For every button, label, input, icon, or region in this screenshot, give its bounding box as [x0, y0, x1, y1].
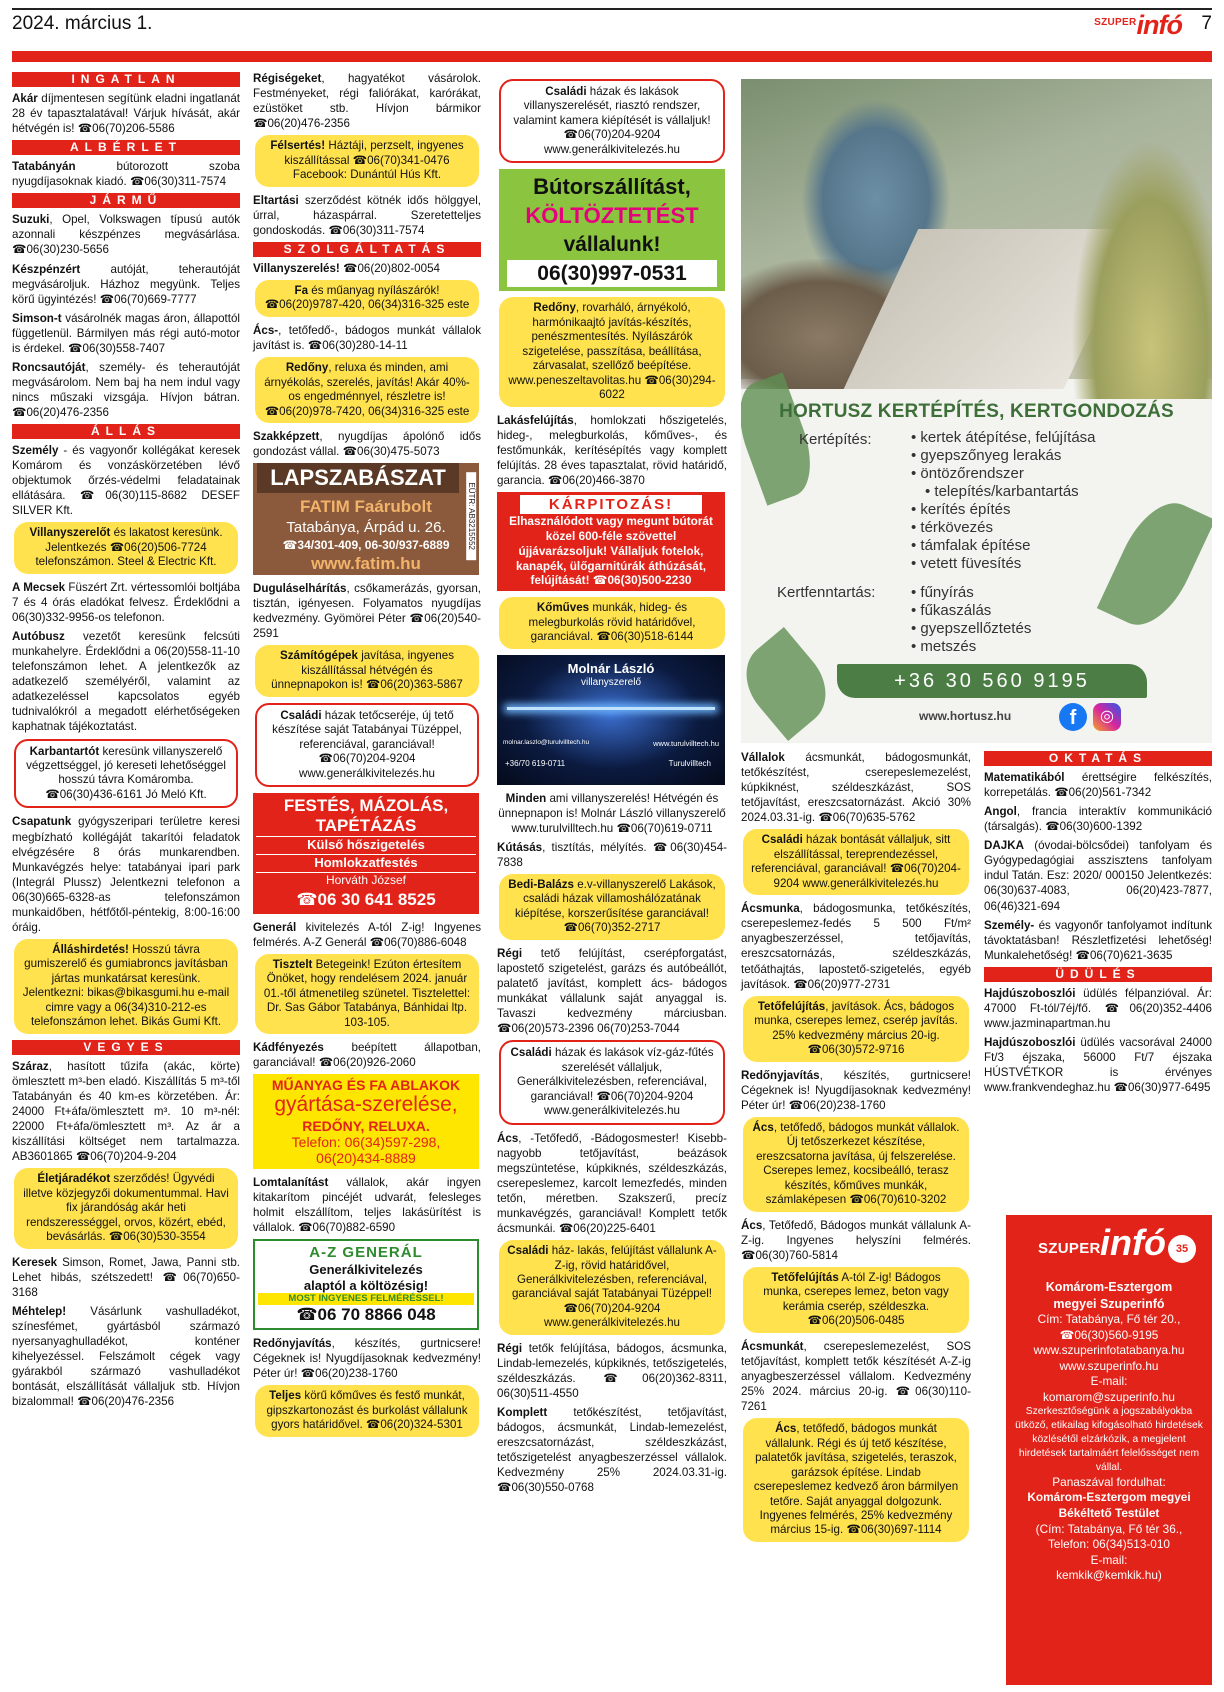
issue-date: 2024. március 1.: [12, 13, 153, 34]
szuperinfo-logo: SZUPER infó 35: [1010, 1221, 1208, 1279]
classified-ad: Villanyszerelés! ☎06(20)802-0054: [253, 261, 440, 275]
hortusz-garden-ad: [741, 79, 1212, 743]
section-szolgaltatas: SZOLGÁLTATÁS: [253, 242, 481, 257]
classified-ad: Ács-, tetőfedő-, bádogos munkát vállalok javítást is. ☎06(30)280-14-11: [253, 323, 481, 352]
page-header: [12, 10, 1212, 40]
classified-ad: Duguláselhárítás, csőkamerázás, gyorsan, tisztán, igényesen. Folyamatos nyugdíjas kedvezmény. Gyömörei Péter ☎06(20)540-2591: [253, 582, 481, 641]
classified-ad: Személy - és vagyonőr kollégákat keresek Komárom és vonzáskörzetében lévő objektumok őrzés-védelmi feladatainak ellátására. ☎06(30)115-8682 DESEF SILVER Kft.: [12, 444, 240, 518]
garden-title: HORTUSZ KERTÉPÍTÉS, KERTGONDOZÁS: [779, 401, 1174, 422]
service-item: • kertek átépítése, felújítása: [911, 429, 1096, 447]
column-1: [12, 71, 240, 1413]
kertepites-list: [911, 429, 1096, 573]
highlighted-ad: Tetőfelújítás, javítások. Ács, bádogos munka, cserepes lemez, cserép javítás. 25% kedvezmény március 20-ig. ☎06(30)572-9716: [743, 996, 969, 1062]
boxed-ad: Családi házak és lakások villanyszerelését, riasztó rendszer, valamint kamera kiépítését is vállaljuk! ☎06(70)204-9204 www.generálkivitelezés.hu: [499, 79, 725, 163]
column-2: [253, 71, 481, 1443]
highlighted-ad: Családi házak bontását vállaljuk, sitt elszállítással, tereprendezéssel, referenciával, garanciával! ☎06(70)204-9204 www.generálkivitelezés.hu: [743, 829, 969, 895]
header-red-bar: [12, 51, 1212, 62]
classified-ad: Autóbusz vezetőt keresünk felcsúti munkahelyre. Érdeklődni a 06(20)558-11-10 telefonszámon lehet. A jelentkezők az adatkezelő személyéről, valamint az adatkezeléssel kapcsolatos egyéb tudnivalókról a megadott elérhetőségeken kaphatnak tájékoztatást.: [12, 630, 240, 734]
classified-ad: Akár díjmentesen segítünk eladni ingatlanát 28 év tapasztalatával! Várjuk hívását, akár hétvégén is! ☎06(70)206-5586: [12, 92, 240, 136]
highlighted-ad: Számítógépek javítása, ingyenes kiszállítással hétvégén és ünnepnapokon is! ☎06(20)363-5867: [255, 645, 479, 696]
classified-ad: Minden ami villanyszerelés! Hétvégén és ünnepnapon is! Molnár László villanyszerelő www.turulvilltech.hu ☎06(70)619-0711: [498, 791, 726, 835]
kertepites-label: Kertépítés:: [799, 431, 872, 448]
classified-ad: Keresek Simson, Romet, Jawa, Panni stb. Lehet hibás, szétszedett! ☎06(70)650-3168: [12, 1255, 240, 1299]
highlighted-ad: Kőműves munkák, hideg- és melegburkolás rövid határidővel, garanciával. ☎06(30)518-6144: [499, 597, 725, 648]
boxed-ad: Családi házak és lakások víz-gáz-fűtés szerelését vállaljuk, Generálkivitelezésben, referenciával, garanciával! ☎06(70)204-9204 www.generálkivitelezés.hu: [499, 1040, 725, 1124]
publisher-info-box: SZUPER infó 35 Komárom-Esztergom megyei Szuperinfó Cím: Tatabánya, Fő tér 20., ☎06(30)560-9195 www.szuperinfotatabanya.hu www.szuperinfo.hu E-mail: komarom@szuperinfo.hu Szerkesztőségünk a jogszabályokba ütköző, etikailag kifogásolható hirdetések közlésétől elzárkózik, a megjelent hirdetések tartalmáért felelősséget nem vállal. Panaszával fordulhat: Komárom-Esztergom megyei Békéltető Testület (Cím: Tatabánya, Fő tér 36., Telefon: 06(34)513-010 E-mail: kemkik@kemkik.hu): [1006, 1215, 1212, 1685]
highlighted-ad: Életjáradékot szerződés! Ügyvédi illetve közjegyzői dokumentummal. Havi fix járandóság akár heti rendszerességgel, orvos, közért, ebéd, bevásárlás. ☎06(30)530-3554: [14, 1168, 238, 1248]
email-link[interactable]: komarom@szuperinfo.hu: [1043, 1389, 1175, 1404]
festes-banner: FESTÉS, MÁZOLÁS, TAPÉTÁZÁS Külső hőszigetelés Homlokzatfestés Horváth József ☎06 30 641 8525: [253, 793, 479, 913]
classified-ad: Kútásás, tisztítás, mélyítés. ☎06(30)454-7838: [497, 840, 727, 869]
service-item: • fűnyírás: [911, 584, 1031, 602]
classified-ad: Generál kivitelezés A-tól Z-ig! Ingyenes felmérés. A-Z Generál ☎06(70)886-6048: [253, 920, 481, 949]
highlighted-ad: Családi ház- lakás, felújítást vállalunk A-Z-ig, rövid határidővel, Generálkivitelezésben, referenciával, garanciával saját Tatabányai Tüzéppel! ☎06(70)204-9204 www.generálkivitelezés.hu: [499, 1240, 725, 1335]
classified-ad: Vállalok ácsmunkát, bádogosmunkát, tetőkészítést, cserepeslemezelést, kúpkiknést, széldeszkázást, SOS tetőjavítást, ereszcsatornázást. Akció 30% 2024.03.31-ig. ☎06(70)635-5762: [741, 751, 971, 825]
highlighted-ad: Redőny, rovarháló, árnyékoló, harmónikaajtó javítás-készítés, penészmentesítés. Nyílászárók szigetelése, passzítása, beállítása, zárvasalat, szellőző beépítése. www.peneszeltavolitas.hu ☎06(30)294-6022: [499, 297, 725, 406]
classified-ad: DAJKA (óvodai-bölcsődei) tanfolyam és Gyógypedagógiai asszisztens tanfolyam indul Tatán. Esz: 2020/ 000150 Jelentkezés: 06(30)637-4083, 06(20)423-7877, 06(46)321-694: [984, 839, 1212, 913]
classified-ad: Régi tetők felújítása, bádogos, ácsmunka, Lindab-lemezelés, kúpkiknés, tetőszigetelés, széldeszkázás. ☎06(20)362-8311, 06(30)511-4550: [497, 1341, 727, 1401]
service-item: • vetett füvesítés: [911, 555, 1096, 573]
classified-ad: Régi tető felújítást, cserépforgatást, lapostető szigetelést, garázs és autóbeállót, palatető javítást, komplett ács- bádogos munkákat vállalunk saját anyaggal is. Tavaszi kedvezmény márciusban. ☎06(20)573-2396 06(70)253-7044: [497, 946, 727, 1036]
classified-ad: Komplett tetőkészítést, tetőjavítást, bádogos, ácsmunkát, Lindab-lemezelést, ereszcsatornázást, széldeszkázást, tetőszigetelést anyagbeszerzéssel vállalok. Kedvezmény 25% 2024.03.31-ig. ☎06(30)550-0768: [497, 1406, 727, 1495]
muanyag-ablak-banner: MŰANYAG ÉS FA ABLAKOK gyártása-szerelése, REDŐNY, RELUXA. Telefon: 06(34)597-298, 06(20)434-8889: [253, 1074, 479, 1169]
molnar-laszlo-banner: Molnár László villanyszerelő molnar.laszlo@turulvilltech.hu www.turulvilltech.hu +36/70 619-0711 Turulvilltech: [497, 655, 725, 785]
lapszabaszat-banner: LAPSZABÁSZAT FATIM Faárubolt Tatabánya, Árpád u. 26. ☎34/301-409, 06-30/937-6889 www.fatim.hu EÜTR: AB3215552: [253, 463, 479, 575]
column-3: [497, 71, 727, 1500]
classified-ad: Régiségeket, hagyatékot vásárolok. Festményeket, régi faliórákat, karórákat, ezüstöket stb. Hívjon bármikor ☎06(20)476-2356: [253, 72, 481, 131]
lightning-graphic: [507, 707, 715, 710]
leaf-icon: [741, 627, 842, 741]
classified-ad: Suzuki, Opel, Volkswagen típusú autók azonnali készpénzes megvásárlása. ☎06(30)230-5656: [12, 213, 240, 257]
highlighted-ad: Villanyszerelőt és lakatost keresünk. Jelentkezés ☎06(20)506-7724 telefonszámon. Steel & Electric Kft.: [14, 522, 238, 573]
kertfenntartas-label: Kertfenntartás:: [777, 584, 876, 601]
highlighted-ad: Ács, tetőfedő, bádogos munkát vállalunk. Régi és új tető készítése, palatetők javítása, szigetelés, teraszok, garázsok építése. Lindab cserepeslemez kedvező áron bármilyen tetőre. Saját anyaggal dolgozunk. Ingyenes felmérés, 25% kedvezmény március 15-ig. ☎06(30)697-1114: [743, 1418, 969, 1542]
facebook-icon: f: [1059, 703, 1087, 731]
section-ingatlan: INGATLAN: [12, 72, 240, 87]
column-5: [984, 750, 1212, 1099]
section-udules: ÜDÜLÉS: [984, 967, 1212, 982]
classified-ad: Ács, Tetőfedő, Bádogos munkát vállalunk A-Z-ig. Ingyenes helyszíni felmérés. ☎06(30)760-5814: [741, 1218, 971, 1262]
classified-ad: Szakképzett, nyugdíjas ápolónő idős gondozást vállal. ☎06(30)475-5073: [253, 429, 481, 459]
classified-ad: Készpénzért autóját, teherautóját megvásároljuk. Házhoz megyünk. Teljes körű ügyintézés! ☎06(70)669-7777: [12, 262, 240, 306]
email-link[interactable]: kemkik@kemkik.hu): [1056, 1568, 1162, 1583]
anniversary-badge: 35: [1168, 1235, 1196, 1263]
classified-ad: Ács, -Tetőfedő, -Bádogosmester! Kisebb-nagyobb tetőjavítást, beázások megszüntetése, kúpkiknés, széldeszkázás, cserepeslemez, karcolt lemezfedés, minden tetőn, méretben. Szakszerű, precíz munkavégzés, garanciával! Komplett tetők ácsmunkái. ☎06(20)225-6401: [497, 1131, 727, 1235]
classified-ad: Angol, francia interaktív kommunikáció (társalgás). ☎06(30)600-1392: [984, 805, 1212, 834]
section-vegyes: VEGYES: [12, 1040, 240, 1055]
classified-ad: Lomtalanítást vállalok, akár ingyen kitakarítom pincéjét udvarát, felesleges holmit elszállítom, teljes lakásürítést is vállalok. ☎06(70)882-6590: [253, 1175, 481, 1235]
classified-ad: Méhtelep! Vásárlunk vashulladékot, színesfémet, gyártásból származó nyersanyaghulladékot, konténer kihelyezéssel. Felszámolt cégek vagy gyárakból származó vashulladékot bontását, elszállítását vállaljuk stb. Hívjon bizalommal! ☎06(20)476-2356: [12, 1304, 240, 1409]
kertfenntartas-list: [911, 584, 1031, 656]
service-item: • térkövezés: [911, 519, 1096, 537]
karpitozas-banner: KÁRPITOZÁS! Elhasználódott vagy megunt bútorát közel 600-féle szövettel újjávarázsoljuk! Vállaljuk fotelok, kanapék, ülőgarnitúrák áthúzását, felújítását! ☎06(30)500-2230: [497, 492, 725, 591]
page-number: 7: [1201, 13, 1212, 34]
classified-ad: Ácsmunkát, cserepeslemezelést, SOS tetőjavítást, komplett tetők készítését A-Z-ig anyagbeszerzéssel vállalom. Kedvezmény 25% 2024. március 20-ig. ☎06(30)110-7261: [741, 1339, 971, 1414]
column-4: [741, 750, 971, 1548]
classified-ad: Redőnyjavítás, készítés, gurtnicsere! Cégeknek is! Nyugdíjasoknak kedvezmény! Péter úr! ☎06(20)238-1760: [253, 1337, 481, 1381]
highlighted-ad: Tetőfelújítás A-tól Z-ig! Bádogos munka, cserepes lemez, beton vagy kerámia cserép, széldeszka. ☎06(20)506-0485: [743, 1267, 969, 1333]
classified-ad: Matematikából érettségire felkészítés, korrepetálás. ☎06(20)561-7342: [984, 771, 1212, 800]
classified-ad: Csapatunk gyógyszeripari területre keresi megbízható kollégáját takarítói feladatok elvégzésére 8 órás munkarendben. Munkavégzés helye: tatabányai ipari park (Integrál Plussz) Jelentkezni telefonon a 06(30)665-6328-as telefonszámon munkaidőben, hétfőtől-péntekig, 8:00-16:00 óráig.: [12, 815, 240, 934]
classified-ad: Személy- és vagyonőr tanfolyamot indítunk távoktatásban! Részletfizetési lehetőség! Munkalehetőség! ☎06(70)621-3635: [984, 918, 1212, 962]
classified-ad: Roncsautóját, személy- és teherautóját megvásárolom. Nem baj ha nem indul vagy nincs műszaki vizsgája. Hívjon bátran. ☎06(20)476-2356: [12, 360, 240, 420]
instagram-icon: ◎: [1093, 703, 1121, 731]
highlighted-ad: Teljes körű kőműves és festő munkát, gipszkartonozást és burkolást vállalunk gyors határidővel. ☎06(20)324-5301: [255, 1385, 479, 1436]
section-jarmu: JÁRMŰ: [12, 193, 240, 208]
highlighted-ad: Álláshirdetés! Hosszú távra gumiszerelő és gumiabroncs javításban jártas munkatársat keresünk. Jelentkezni: bikas@bikasgumi.hu e-mail cimre vagy a 06(34)310-212-es telefonszámon lehet. Bikás Gumi Kft.: [14, 939, 238, 1034]
classified-ad: Lakásfelújítás, homlokzati hőszigetelés, hideg-, melegburkolás, kőműves-, és festőmunkák, kerítésépítés vagy komplett felújítás. 28 éves tapasztalat, rövid határidő, garancia. ☎06(20)466-3870: [497, 413, 727, 487]
service-item: • metszés: [911, 638, 1031, 656]
section-alberlet: ALBÉRLET: [12, 140, 240, 155]
butorszallitas-banner: Bútorszállítást, KÖLTÖZTETÉST vállalunk! 06(30)997-0531: [499, 169, 725, 291]
service-item: • gyepszőnyeg lerakás: [911, 447, 1096, 465]
website-link[interactable]: www.szuperinfo.hu: [1059, 1358, 1159, 1373]
classified-ad: Hajdúszoboszlói üdülés vacsorával 24000 Ft/3 éjszaka, 56000 Ft/7 éjszaka HÚSTVÉTKOR is érvényes www.frankvendeghaz.hu ☎06(30)977-6495: [984, 1035, 1212, 1095]
service-item: • gyepszellőztetés: [911, 620, 1031, 638]
highlighted-ad: Félsertés! Háztáji, perzselt, ingyenes kiszállítással ☎06(70)341-0476 Facebook: Dunántúl Hús Kft.: [255, 135, 479, 186]
service-item: • öntözőrendszer: [911, 465, 1096, 483]
disclaimer: Szerkesztőségünk a jogszabályokba ütköző, etikailag kifogásolható hirdetések közlésétől elzárkózik, a megjelent hirdetések tartalmáért felelősséget nem vállal.: [1015, 1406, 1203, 1473]
classified-ad: Ácsmunka, bádogosmunka, tetőkészítés, cserepeslemez-fedés 5 500 Ft/m² anyagbeszerzéssel, tetőjavítás, ereszcsatornázás, széldeszkázás, tetőáthajtás, lapostető-szigetelés, egyéb javítások. ☎06(20)977-2731: [741, 902, 971, 991]
highlighted-ad: Bedi-Balázs e.v-villanyszerelő Lakások, családi házak villamoshálózatának kiépítése, korszerűsítése garanciával! ☎06(70)352-2717: [499, 874, 725, 940]
classified-ad: Eltartási szerződést kötnék idős hölggyel, úrral, házaspárral. Szeretetteljes gondoskodás. ☎06(30)311-7574: [253, 193, 481, 237]
service-item: • telepítés/karbantartás: [925, 483, 1096, 501]
szuperinfo-logo: $^{SZUPER}$infó: [1094, 10, 1182, 40]
grass-graphic: [1071, 139, 1212, 399]
service-item: • fűkaszálás: [911, 602, 1031, 620]
classified-ad: Simson-t vásárolnék magas áron, állapottól függetlenül. Bármilyen más régi autó-motor is érdekel. ☎06(30)558-7407: [12, 311, 240, 355]
section-allas: ÁLLÁS: [12, 424, 240, 439]
classified-ad: Száraz, hasított tűzifa (akác, körte) ömlesztett m³-ben eladó. Kiszállítás 5 m³-től Tatabányán és 40 km-es körzetében. Ár: 24000 Ft+áfa/ömlesztett m³. 10 m³-nél: 22000 Ft+áfa/ömlesztett m³. Az ár a kiszállítási költséget nem tartalmazza. AB3601865 ☎06(70)204-9-204: [12, 1059, 240, 1164]
service-item: • kerítés építés: [911, 501, 1096, 519]
classified-ad: Redőnyjavítás, készítés, gurtnicsere! Cégeknek is! Nyugdíjasoknak kedvezmény! Péter úr! ☎06(20)238-1760: [741, 1068, 971, 1112]
leaf-icon: [1097, 490, 1212, 637]
garden-website: www.hortusz.hu: [919, 709, 1012, 723]
highlighted-ad: Ács, tetőfedő, bádogos munkát vállalok. Új tetőszerkezet készítése, ereszcsatorna javítása, új felszerelése. Cserepes lemez, kocsibeálló, terasz készítés, kőműves munkák, számlaképesen ☎06(70)610-3202: [743, 1117, 969, 1212]
website-link[interactable]: www.szuperinfotatabanya.hu: [1033, 1343, 1185, 1358]
service-item: • támfalak építése: [911, 537, 1096, 555]
classified-ad: Tatabányán bútorozott szoba nyugdíjasoknak kiadó. ☎06(30)311-7574: [12, 160, 240, 189]
classified-ad: Kádfényezés beépített állapotban, garanciával! ☎06(20)926-2060: [253, 1041, 481, 1070]
classified-ad: A Mecsek Füszért Zrt. vértessomlói boltjába 7 és 4 órás eladókat felvesz. Érdeklődni a 06(30)332-9956-os telefonon.: [12, 580, 241, 625]
boxed-ad: Karbantartót keresünk villanyszerelő végzettséggel, jó kereseti lehetőséggel hosszú távra Komáromba. ☎06(30)436-6161 Jó Meló Kft.: [14, 739, 238, 809]
boxed-ad: Családi házak tetőcseréje, új tető készítése saját Tatabányai Tüzéppel, referenciával, garanciával! ☎06(70)204-9204 www.generálkivitelezés.hu: [255, 703, 479, 787]
classified-ad: Hajdúszoboszlói üdülés félpanzióval. Ár: 47000 Ft-tól/7éj/fő. ☎06(20)352-4406 www.jazminapartman.hu: [984, 986, 1212, 1030]
az-general-banner: A-Z GENERÁL Generálkivitelezés alaptól a költözésig! MOST INGYENES FELMÉRÉSSEL! ☎06 70 8866 048: [253, 1239, 479, 1330]
highlighted-ad: Redőny, reluxa és minden, ami árnyékolás, szerelés, javítás! Akár 40%-os engedménnyel, részletre is! ☎06(20)978-7420, 06(34)316-325 este: [255, 357, 479, 423]
highlighted-ad: Tisztelt Betegeink! Ezúton értesítem Önöket, hogy rendelésem 2024. január 01.-től átmenetileg szünetel. Tisztelettel: Dr. Sas Gábor Tatabánya, Bánhidai ltp. 103-105.: [255, 954, 479, 1034]
highlighted-ad: Fa és műanyag nyílászárók! ☎06(20)9787-420, 06(34)316-325 este: [255, 280, 479, 317]
section-oktatas: OKTATÁS: [984, 751, 1212, 766]
garden-phone: +36 30 560 9195: [837, 664, 1147, 698]
